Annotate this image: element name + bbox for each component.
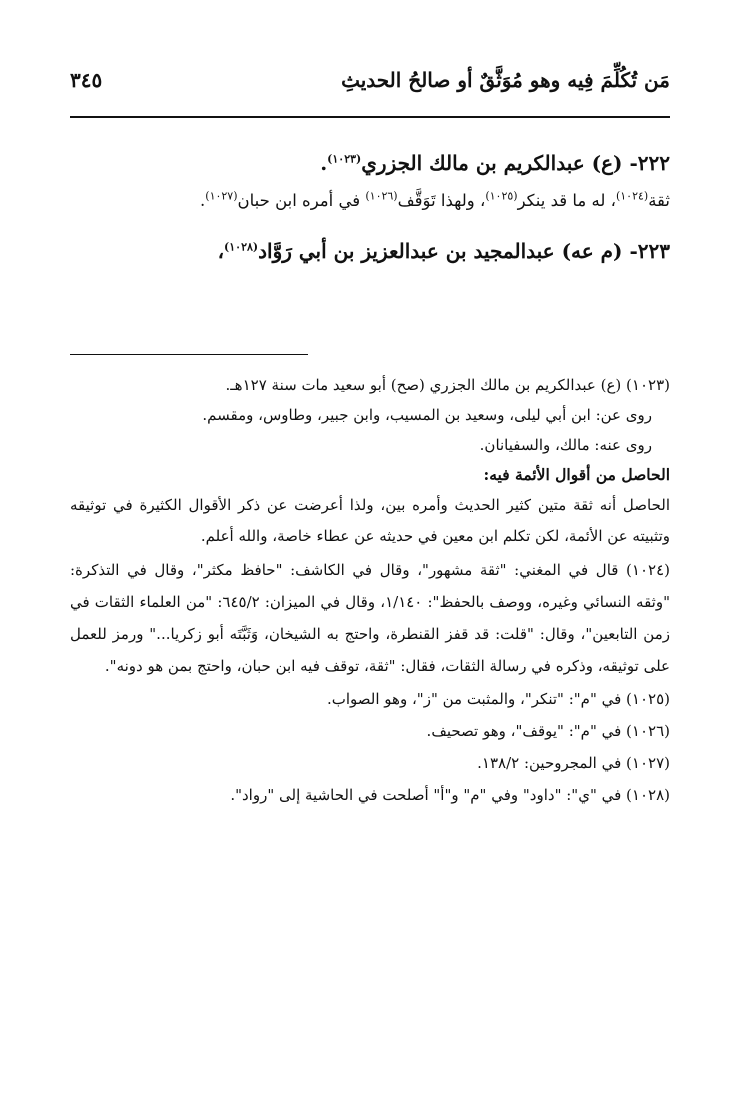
- footnote-ref-1027[interactable]: (١٠٢٧): [205, 189, 238, 203]
- footnote-ref-1025[interactable]: (١٠٢٥): [485, 189, 518, 203]
- footnotes-section: [70, 368, 670, 810]
- page-number: ٣٤٥: [70, 68, 103, 92]
- entry-heading-223-end: ،: [217, 239, 225, 263]
- running-title: مَن تُكُلِّمَ فِيه وهو مُوَثَّقٌ أو صالحُ الحديثِ: [341, 68, 670, 92]
- footnote-ref-1026[interactable]: (١٠٢٦): [365, 189, 398, 203]
- footnote-1023-line-3: روى عنه: مالك، والسفيانان.: [479, 436, 652, 454]
- main-text: [70, 144, 670, 270]
- footnote-1027: [70, 748, 670, 778]
- footnote-1028: [70, 780, 670, 810]
- footnote-1026: [70, 716, 670, 746]
- footnote-1023: [70, 370, 670, 552]
- footnote-ref-1023[interactable]: (١٠٢٣): [327, 152, 362, 166]
- footnote-1025: [70, 684, 670, 714]
- body-segment-1: ثقة: [648, 191, 670, 210]
- body-segment-3: ، ولهذا تَوَقَّف: [397, 191, 486, 210]
- body-segment-4: في أمره ابن حبان: [237, 191, 366, 210]
- entry-heading-223: [70, 232, 670, 270]
- footnote-1027-text: (١٠٢٧) في المجروحين: ١٣٨/٢.: [477, 754, 670, 772]
- footnote-1023-line-1: (١٠٢٣) (ع) عبدالكريم بن مالك الجزري (صح) أبو سعيد مات سنة ١٢٧هـ.: [225, 376, 670, 394]
- entry-heading-222-text: ٢٢٢- (ع) عبدالكريم بن مالك الجزري: [361, 151, 670, 175]
- footnote-ref-1028[interactable]: (١٠٢٨): [224, 240, 259, 254]
- footnote-separator: [70, 354, 308, 355]
- footnote-1023-subheading: الحاصل من أقوال الأئمة فيه:: [483, 465, 670, 484]
- footnote-1028-text: (١٠٢٨) في "ي": "داود" وفي "م" و"أ" أصلحت في الحاشية إلى "رواد".: [230, 786, 670, 804]
- footnote-1024-text: (١٠٢٤) قال في المغني: "ثقة مشهور"، وقال في الكاشف: "حافظ مكثر"، وقال في التذكرة: "وثقه النسائي وغيره، ووصف بالحفظ": ١/١٤٠، وقال في الميزان: ٦٤٥/٢: "من العلماء الثقات في زمن التابعين"، وقال: "قلت: قد قفز القنطرة، واحتج به الشيخان، وَثَبَّتَه أبو زكريا..." ورمز للعمل على توثيقه، وذكره في رسالة الثقات، فقال: "ثقة، توقف فيه ابن حبان، واحتج بمن هو دونه".: [70, 561, 670, 675]
- book-page: [70, 60, 670, 1060]
- footnote-1023-summary: الحاصل أنه ثقة متين كثير الحديث وأمره بين، ولذا أعرضت عن ذكر الأقوال الكثيرة في توثيقه وتثبيته عن الأئمة، لكن تكلم ابن معين في حديثه عن عطاء خاصة، والله أعلم.: [70, 496, 670, 545]
- footnote-1024: [70, 554, 670, 682]
- header-rule: [70, 116, 670, 118]
- footnote-1023-line-2: روى عن: ابن أبي ليلى، وسعيد بن المسيب، وابن جبير، وطاوس، ومقسم.: [202, 406, 652, 424]
- body-segment-2: ، له ما قد ينكر: [517, 191, 616, 210]
- entry-heading-222: [70, 144, 670, 182]
- footnote-ref-1024[interactable]: (١٠٢٤): [615, 189, 649, 203]
- entry-heading-223-text: ٢٢٣- (م عه) عبدالمجيد بن عبدالعزيز بن أبي رَوَّاد: [258, 239, 670, 263]
- entry-heading-222-end: .: [320, 151, 328, 175]
- body-segment-5: .: [200, 191, 206, 210]
- footnote-1026-text: (١٠٢٦) في "م": "يوقف"، وهو تصحيف.: [426, 722, 670, 740]
- running-header: [70, 60, 670, 102]
- footnote-1025-text: (١٠٢٥) في "م": "تنكر"، والمثبت من "ز"، وهو الصواب.: [326, 690, 670, 708]
- entry-body-222: [70, 182, 670, 220]
